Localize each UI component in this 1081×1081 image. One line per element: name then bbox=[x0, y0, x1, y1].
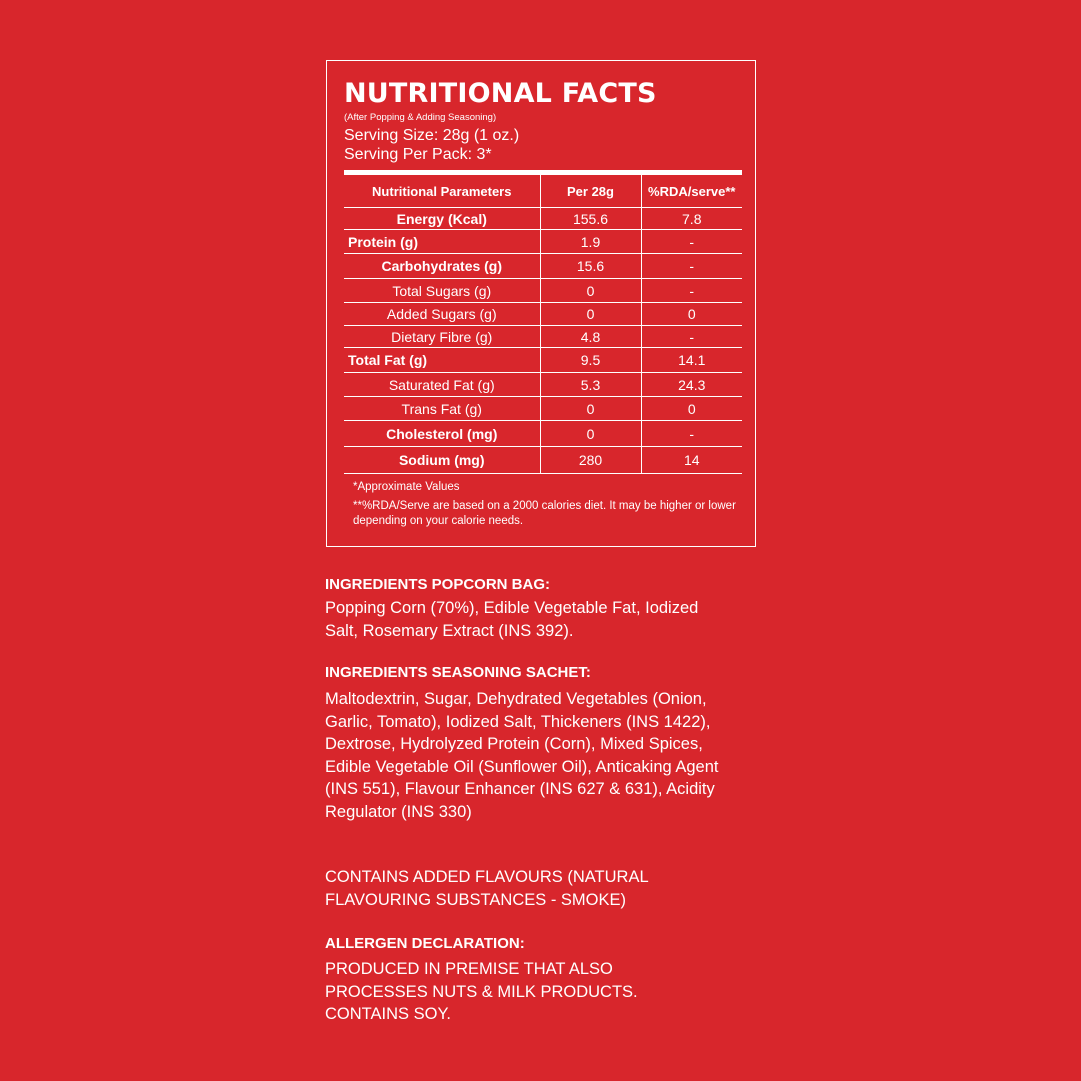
row-per: 5.3 bbox=[540, 373, 641, 397]
row-rda: 24.3 bbox=[641, 373, 742, 397]
table-row bbox=[344, 208, 742, 230]
row-name: Carbohydrates (g) bbox=[344, 254, 540, 279]
allergen-heading: ALLERGEN DECLARATION: bbox=[325, 935, 525, 952]
header-per-28g: Per 28g bbox=[540, 175, 641, 208]
table-row bbox=[344, 421, 742, 447]
row-rda: 0 bbox=[641, 397, 742, 421]
table-header-row bbox=[344, 175, 742, 208]
row-per: 15.6 bbox=[540, 254, 641, 279]
table-row bbox=[344, 254, 742, 279]
table-row bbox=[344, 303, 742, 326]
row-per: 0 bbox=[540, 303, 641, 326]
nutrition-facts-panel bbox=[326, 60, 756, 547]
flavours-note: CONTAINS ADDED FLAVOURS (NATURAL FLAVOURING SUBSTANCES - SMOKE) bbox=[325, 868, 649, 909]
ingredients-sachet-heading: INGREDIENTS SEASONING SACHET: bbox=[325, 664, 591, 681]
row-rda: - bbox=[641, 254, 742, 279]
serving-info bbox=[344, 126, 519, 164]
row-per: 1.9 bbox=[540, 230, 641, 254]
table-row bbox=[344, 348, 742, 373]
allergen-text: PRODUCED IN PREMISE THAT ALSO PROCESSES NUTS & MILK PRODUCTS. CONTAINS SOY. bbox=[325, 960, 638, 1023]
row-name: Dietary Fibre (g) bbox=[344, 326, 540, 348]
table-row bbox=[344, 326, 742, 348]
table-row bbox=[344, 373, 742, 397]
serving-size: Serving Size: 28g (1 oz.) bbox=[344, 127, 520, 144]
row-name: Trans Fat (g) bbox=[344, 397, 540, 421]
row-name: Total Fat (g) bbox=[344, 348, 540, 373]
ingredients-sachet-text: Maltodextrin, Sugar, Dehydrated Vegetables (Onion, Garlic, Tomato), Iodized Salt, Thickeners (INS 1422), Dextrose, Hydrolyzed Protein (Corn), Mixed Spices, Edible Vegetable Oil (Sunflower Oil), Anticaking Agent (INS 551), Flavour Enhancer (INS 627 & 631), Acidity Regulator (INS 330) bbox=[325, 690, 719, 821]
row-name: Energy (Kcal) bbox=[344, 208, 540, 230]
row-per: 9.5 bbox=[540, 348, 641, 373]
row-name: Sodium (mg) bbox=[344, 447, 540, 474]
row-rda: - bbox=[641, 326, 742, 348]
row-name: Saturated Fat (g) bbox=[344, 373, 540, 397]
header-rda: %RDA/serve** bbox=[641, 175, 742, 208]
nutrition-title: NUTRITIONAL FACTS bbox=[344, 78, 657, 109]
table-row bbox=[344, 230, 742, 254]
ingredients-bag-text: Popping Corn (70%), Edible Vegetable Fat, Iodized Salt, Rosemary Extract (INS 392). bbox=[325, 599, 699, 640]
row-per: 0 bbox=[540, 397, 641, 421]
row-name: Cholesterol (mg) bbox=[344, 421, 540, 447]
row-per: 0 bbox=[540, 279, 641, 303]
row-rda: 7.8 bbox=[641, 208, 742, 230]
row-rda: 0 bbox=[641, 303, 742, 326]
ingredients-bag-heading: INGREDIENTS POPCORN BAG: bbox=[325, 576, 551, 593]
table-row bbox=[344, 279, 742, 303]
row-rda: 14.1 bbox=[641, 348, 742, 373]
header-parameters: Nutritional Parameters bbox=[344, 175, 540, 208]
row-per: 155.6 bbox=[540, 208, 641, 230]
row-rda: - bbox=[641, 279, 742, 303]
row-per: 4.8 bbox=[540, 326, 641, 348]
footnote-rda: **%RDA/Serve are based on a 2000 calories diet. It may be higher or lower depending on your calorie needs. bbox=[353, 500, 736, 527]
nutrition-table bbox=[344, 175, 742, 474]
row-name: Protein (g) bbox=[344, 230, 540, 254]
row-rda: - bbox=[641, 421, 742, 447]
row-per: 280 bbox=[540, 447, 641, 474]
row-name: Total Sugars (g) bbox=[344, 279, 540, 303]
row-name: Added Sugars (g) bbox=[344, 303, 540, 326]
row-rda: - bbox=[641, 230, 742, 254]
row-rda: 14 bbox=[641, 447, 742, 474]
table-row bbox=[344, 397, 742, 421]
footnote-approximate: *Approximate Values bbox=[353, 481, 460, 493]
row-per: 0 bbox=[540, 421, 641, 447]
nutrition-subtitle: (After Popping & Adding Seasoning) bbox=[344, 112, 497, 123]
table-row bbox=[344, 447, 742, 474]
serving-per-pack: Serving Per Pack: 3* bbox=[344, 146, 492, 163]
